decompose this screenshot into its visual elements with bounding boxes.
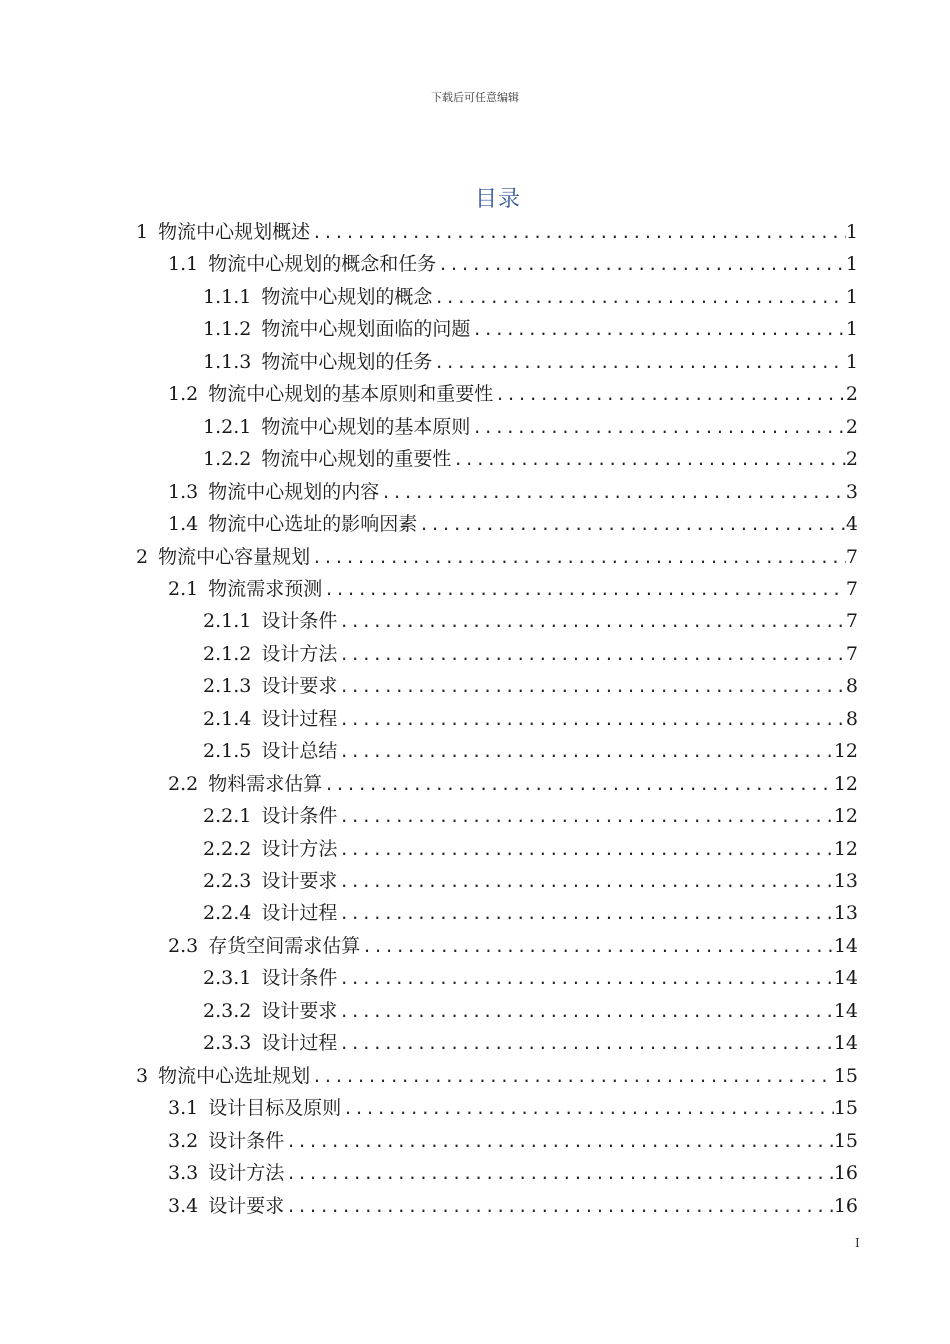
toc-entry-title: 设计方法 [208,1162,285,1185]
toc-entry-title: 设计过程 [261,902,338,925]
toc-dot-leader [337,866,833,898]
toc-dot-leader [360,931,834,963]
toc-entry-number: 1.4 [168,513,199,536]
toc-entry-title: 物流中心规划的任务 [261,350,433,373]
toc-entry-title: 设计方法 [261,837,338,860]
toc-entry-page: 15 [833,1064,858,1087]
toc-entry-number: 2.2.2 [203,837,252,860]
toc-entry-number: 2.3.1 [203,967,252,990]
toc-entry-page: 1 [845,318,858,341]
toc-entry-page: 7 [845,577,858,600]
toc-entry-number: 2.2.1 [203,805,252,828]
toc-entry-number: 2.3.2 [203,999,252,1022]
toc-entry-number: 1.2.2 [203,448,252,471]
toc-entry-level-3[interactable] [203,897,858,929]
toc-entry-number: 3.1 [168,1097,199,1120]
toc-entry-page: 7 [845,545,858,568]
toc-entry-title: 物流中心规划的重要性 [261,448,452,471]
toc-entry-page: 3 [845,480,858,503]
toc-dot-leader [451,444,846,476]
toc-entry-title: 物流中心规划的基本原则 [261,415,471,438]
toc-entry-title: 物流中心选址的影响因素 [208,513,418,536]
toc-entry-page: 7 [845,642,858,665]
toc-dot-leader [284,1191,834,1223]
toc-entry-level-2[interactable] [168,1157,858,1189]
toc-entry-level-3[interactable] [203,800,858,832]
toc-entry-title: 设计条件 [261,610,338,633]
toc-entry-title: 物流中心选址规划 [158,1064,311,1087]
toc-entry-level-3[interactable] [203,346,858,378]
toc-entry-number: 1.1.1 [203,285,252,308]
toc-dot-leader [337,963,833,995]
toc-entry-number: 3.3 [168,1162,199,1185]
toc-entry-page: 8 [845,675,858,698]
toc-entry-number: 1.2.1 [203,415,252,438]
toc-title: 目录 [474,187,521,212]
toc-entry-number: 3 [136,1064,149,1087]
toc-entry-level-1[interactable] [136,541,858,573]
toc-entry-page: 12 [833,805,858,828]
toc-entry-number: 2.3 [168,934,199,957]
toc-dot-leader [284,1158,834,1190]
toc-entry-page: 1 [845,285,858,308]
toc-entry-number: 2.1.5 [203,740,252,763]
toc-entry-page: 8 [845,707,858,730]
toc-dot-leader [470,412,846,444]
toc-entry-title: 设计过程 [261,1032,338,1055]
toc-entry-level-2[interactable] [168,1092,858,1124]
toc-entry-number: 3.2 [168,1129,199,1152]
toc-dot-leader [337,639,846,671]
toc-entry-number: 2.2.4 [203,902,252,925]
toc-dot-leader [337,704,846,736]
toc-dot-leader [379,477,846,509]
toc-entry-page: 14 [833,967,858,990]
toc-dot-leader [337,736,833,768]
toc-entry-number: 3.4 [168,1194,199,1217]
toc-entry-number: 2.1.2 [203,642,252,665]
toc-entry-page: 13 [833,902,858,925]
toc-dot-leader [341,1093,834,1125]
toc-entry-level-3[interactable] [203,735,858,767]
toc-entry-page: 1 [845,221,858,243]
toc-entry-level-3[interactable] [203,1027,858,1059]
toc-dot-leader [310,217,846,249]
toc-entry-title: 物料需求估算 [208,772,323,795]
toc-entry-level-2[interactable] [168,378,858,410]
toc-entry-number: 2.1.3 [203,675,252,698]
toc-entry-page: 15 [833,1129,858,1152]
toc-dot-leader [470,314,846,346]
toc-dot-leader [337,1028,833,1060]
toc-dot-leader [310,1061,834,1093]
toc-entry-number: 2 [136,545,149,568]
toc-entry-page: 2 [845,383,858,406]
toc-entry-page: 12 [833,740,858,763]
toc-entry-level-3[interactable] [203,411,858,443]
toc-entry-page: 12 [833,772,858,795]
toc-entry-title: 物流中心规划的内容 [208,480,380,503]
toc-dot-leader [417,509,846,541]
toc-dot-leader [337,898,833,930]
toc-entry-number: 2.1.4 [203,707,252,730]
toc-entry-page: 14 [833,1032,858,1055]
toc-entry-title: 设计要求 [208,1194,285,1217]
toc-dot-leader [337,801,833,833]
toc-entry-level-3[interactable] [203,703,858,735]
toc-entry-title: 设计条件 [261,805,338,828]
toc-entry-level-2[interactable] [168,508,858,540]
toc-entry-level-3[interactable] [203,962,858,994]
toc-entry-level-2[interactable] [168,476,858,508]
toc-entry-level-2[interactable] [168,248,858,280]
toc-entry-page: 1 [845,253,858,276]
toc-entry-level-2[interactable] [168,768,858,800]
toc-entry-page: 15 [833,1097,858,1120]
toc-entry-page: 2 [845,415,858,438]
toc-entry-level-3[interactable] [203,443,858,475]
toc-entry-level-3[interactable] [203,605,858,637]
toc-entry-number: 2.1 [168,577,199,600]
toc-entry-level-3[interactable] [203,313,858,345]
toc-entry-title: 设计要求 [261,870,338,892]
toc-entry-level-2[interactable] [168,1190,858,1222]
toc-dot-leader [432,282,846,314]
toc-entry-page: 4 [845,513,858,536]
toc-entry-level-3[interactable] [203,995,858,1027]
toc-entry-number: 1.1.2 [203,318,252,341]
toc-dot-leader [337,834,833,866]
toc-entry-level-1[interactable] [136,216,858,248]
toc-entry-level-2[interactable] [168,573,858,605]
toc-entry-title: 设计条件 [261,967,338,990]
toc-entry-title: 物流中心规划的概念 [261,285,433,308]
toc-entry-number: 2.1.1 [203,610,252,633]
toc-entry-title: 设计过程 [261,707,338,730]
toc-entry-level-3[interactable] [203,638,858,670]
toc-entry-title: 设计要求 [261,999,338,1022]
toc-entry-number: 1 [136,221,149,243]
toc-entry-page: 12 [833,837,858,860]
toc-entry-level-3[interactable] [203,281,858,313]
toc-dot-leader [322,769,834,801]
toc-entry-number: 1.1 [168,253,199,276]
toc-entry-page: 16 [833,1162,858,1185]
toc-entry-page: 16 [833,1194,858,1217]
toc-entry-page: 14 [833,999,858,1022]
toc-entry-title: 物流需求预测 [208,577,323,600]
toc-entry-page: 7 [845,610,858,633]
toc-entry-number: 1.1.3 [203,350,252,373]
toc-dot-leader [337,671,846,703]
toc-entry-level-2[interactable] [168,1125,858,1157]
toc-dot-leader [322,574,846,606]
toc-dot-leader [337,996,833,1028]
toc-dot-leader [284,1126,834,1158]
toc-entry-number: 2.2 [168,772,199,795]
toc-entry-title: 设计要求 [261,675,338,698]
toc-entry-level-3[interactable] [203,670,858,702]
toc-entry-title: 设计目标及原则 [208,1097,342,1120]
toc-entry-page: 14 [833,934,858,957]
toc-entry-number: 1.2 [168,383,199,406]
toc-entry-title: 设计方法 [261,642,338,665]
toc-entry-title: 物流中心规划面临的问题 [261,318,471,341]
page-number: I [855,1236,860,1250]
toc-entry-title: 物流中心容量规划 [158,545,311,568]
toc-entry-level-3[interactable] [203,865,858,897]
toc-dot-leader [310,542,846,574]
toc-entry-title: 设计条件 [208,1129,285,1152]
toc-entry-page: 2 [845,448,858,471]
toc-dot-leader [432,347,846,379]
toc-entry-title: 物流中心规划概述 [158,221,311,243]
toc-entry-number: 2.3.3 [203,1032,252,1055]
toc-entry-title: 设计总结 [261,740,338,763]
toc-entry-level-3[interactable] [203,833,858,865]
toc-entry-title: 存货空间需求估算 [208,934,361,957]
toc-dot-leader [493,379,846,411]
toc-entry-title: 物流中心规划的基本原则和重要性 [208,383,494,406]
toc-entry-level-2[interactable] [168,930,858,962]
toc-entry-title: 物流中心规划的概念和任务 [208,253,437,276]
toc-entry-page: 13 [833,870,858,892]
toc-entry-number: 1.3 [168,480,199,503]
toc-entry-number: 2.2.3 [203,870,252,892]
toc-entry-page: 1 [845,350,858,373]
page-header: 下载后可任意编辑 [431,91,519,104]
toc-entry-level-1[interactable] [136,1060,858,1092]
toc-dot-leader [337,606,846,638]
toc-dot-leader [436,249,846,281]
